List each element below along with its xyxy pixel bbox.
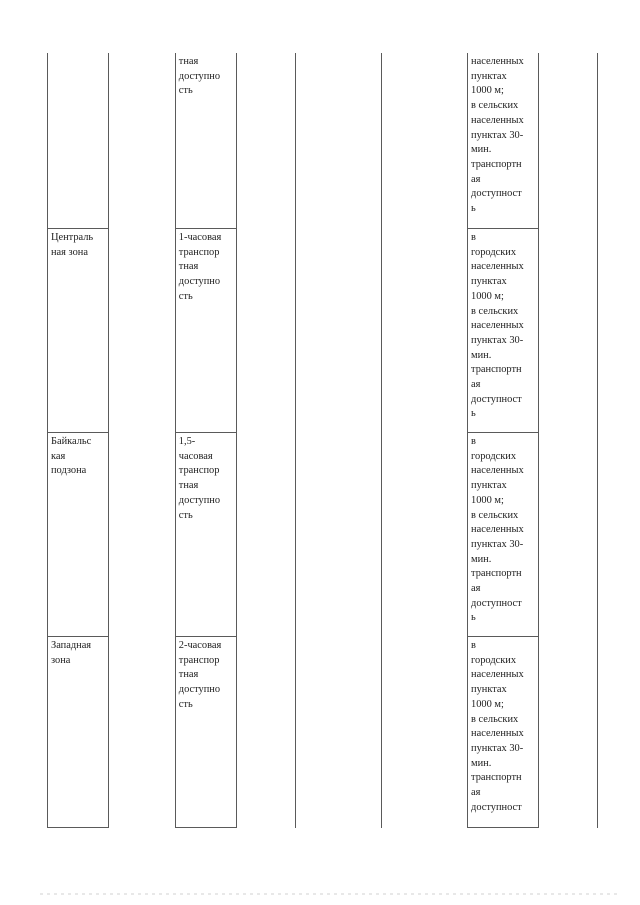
zone-cell: Западная зона: [48, 637, 109, 828]
empty-cell: [296, 53, 382, 828]
norm-cell: в городских населенных пунктах 1000 м; в сельских населенных пунктах 30- мин. транспортн ая доступност: [468, 637, 539, 828]
table-row: [48, 53, 598, 229]
access-cell: 1,5- часовая транспор тная доступно сть: [175, 433, 236, 637]
empty-cell: [236, 53, 296, 828]
scan-artifact: [40, 893, 620, 895]
empty-cell: [539, 53, 598, 828]
zone-cell: Централь ная зона: [48, 229, 109, 433]
empty-cell: [108, 53, 175, 828]
norm-cell: в городских населенных пунктах 1000 м; в сельских населенных пунктах 30- мин. транспортн ая доступност ь: [468, 229, 539, 433]
access-cell: тная доступно сть: [175, 53, 236, 229]
zones-table: [47, 53, 598, 828]
access-cell: 2-часовая транспор тная доступно сть: [175, 637, 236, 828]
norm-cell: в городских населенных пунктах 1000 м; в сельских населенных пунктах 30- мин. транспортн ая доступност ь: [468, 433, 539, 637]
zone-cell: [48, 53, 109, 229]
empty-cell: [382, 53, 468, 828]
access-cell: 1-часовая транспор тная доступно сть: [175, 229, 236, 433]
zone-cell: Байкальс кая подзона: [48, 433, 109, 637]
norm-cell: населенных пунктах 1000 м; в сельских населенных пунктах 30- мин. транспортн ая доступност ь: [468, 53, 539, 229]
